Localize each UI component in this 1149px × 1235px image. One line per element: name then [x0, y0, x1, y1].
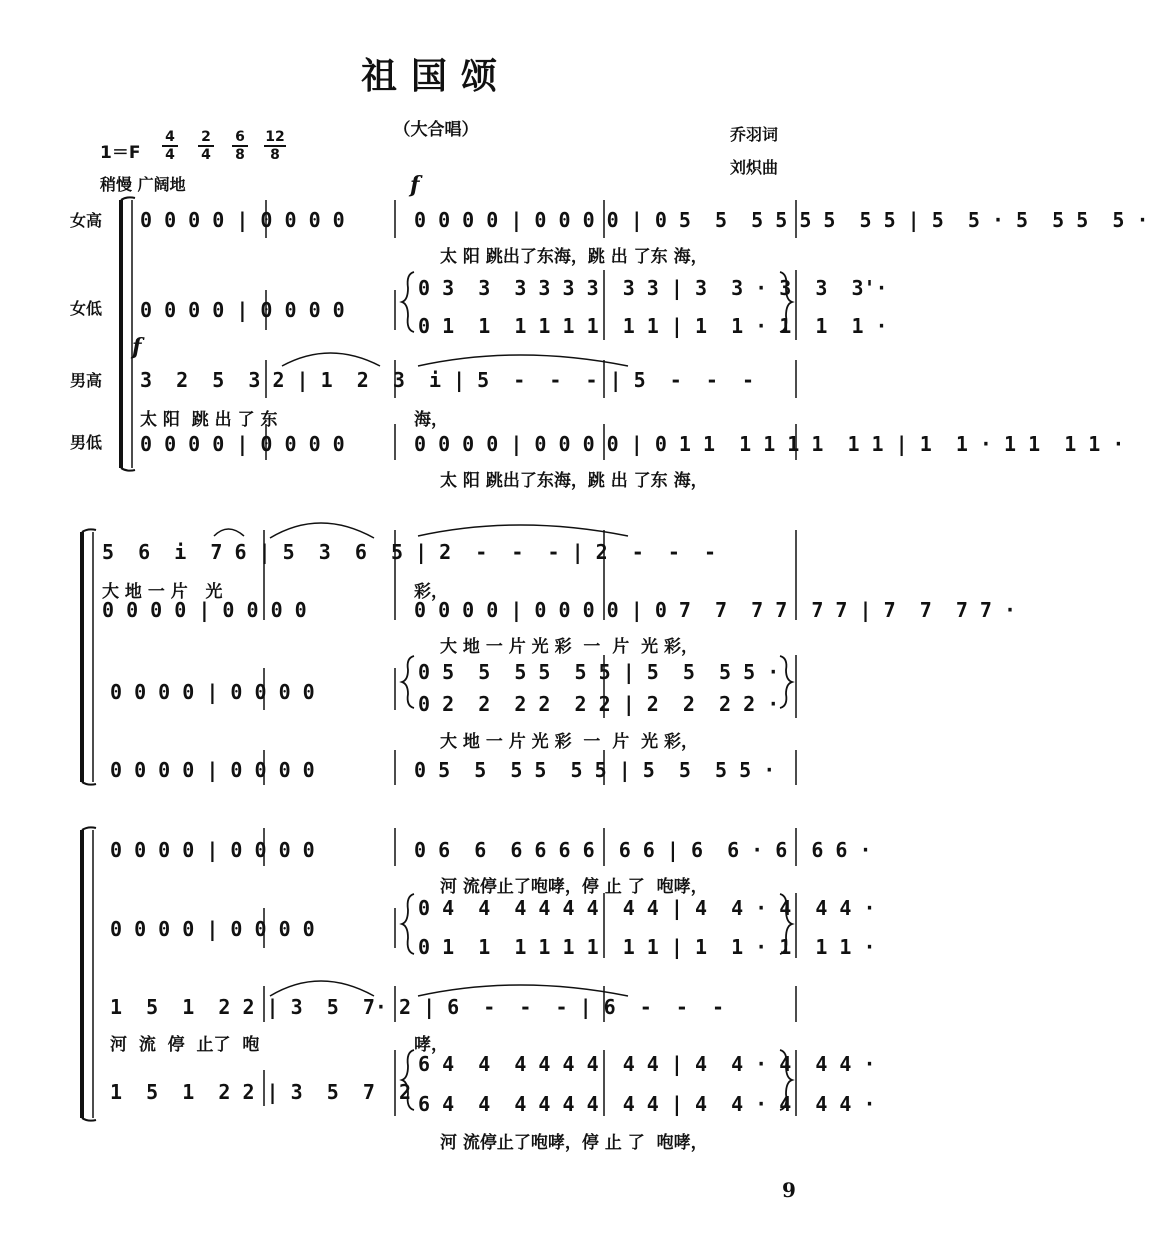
alto-rest-row: 0 0 0 0 | 0 0 0 0 [102, 598, 307, 622]
time-signature: 12 8 [265, 129, 285, 163]
bass-lyric: 河 流停止了咆哮，停 止 了 咆哮， [440, 1133, 708, 1153]
soprano-notes: 0 0 0 0 | 0 0 0 0 | 0 5 5 5 5 5 5 5 5 | 5 5 · 5 5 5 5 · [414, 208, 1149, 232]
time-signature: 6 8 [230, 130, 250, 162]
soprano-rest-row: 0 0 0 0 | 0 0 0 0 [140, 208, 345, 232]
bass-rest-row: 0 0 0 0 | 0 0 0 0 [140, 432, 345, 456]
alto-notes: 0 0 0 0 | 0 0 0 0 | 0 7 7 7 7 7 7 | 7 7 7 7 · [414, 598, 1017, 622]
tenor-notes: 1 5 1 2 2 | 3 5 7· 2 | 6 - - - | 6 - - - [110, 995, 725, 1019]
bass-notes-upper: 6 4 4 4 4 4 4 4 4 | 4 4 · 4 4 4 · [418, 1052, 876, 1076]
alto-notes-upper: 0 4 4 4 4 4 4 4 4 | 4 4 · 4 4 4 · [418, 896, 876, 920]
composer: 刘炽曲 [730, 158, 779, 177]
soprano-rest-row: 0 0 0 0 | 0 0 0 0 [110, 838, 315, 862]
alto-notes-upper: 0 3 3 3 3 3 3 3 3 | 3 3 · 3 3 3'· [418, 276, 888, 300]
bass-lyric: 太 阳 跳出了东海，跳 出 了东 海， [440, 471, 708, 491]
tenor-lyric: 太 阳 跳 出 了 东 [140, 410, 278, 430]
soprano-notes: 5 6 i 7 6 | 5 3 6 5 | 2 - - - | 2 - - - [102, 540, 717, 564]
alto-notes-lower: 0 1 1 1 1 1 1 1 1 | 1 1 · 1 1 1 · [418, 314, 888, 338]
tenor-lyric: 海， [414, 410, 448, 430]
tempo-marking: 稍慢 广阔地 [100, 175, 186, 194]
tenor-notes-lower: 0 2 2 2 2 2 2 | 2 2 2 2 · [418, 692, 780, 716]
soprano-lyric: 大 地 一 片 光 [102, 582, 223, 602]
soprano-lyric: 太 阳 跳出了东海，跳 出 了东 海， [440, 247, 708, 267]
part-label-bass: 男低 [70, 433, 103, 452]
part-label-tenor: 男高 [70, 371, 103, 390]
soprano-lyric: 彩， [414, 582, 448, 602]
tenor-lyric: 河 流 停 止了 咆 [110, 1035, 260, 1055]
dynamic-marking: f [410, 172, 420, 198]
soprano-lyric: 河 流停止了咆哮，停 止 了 咆哮， [440, 877, 708, 897]
part-label-alto: 女低 [70, 299, 103, 318]
page-title: 祖国颂 [360, 55, 511, 97]
tenor-lyric: 哮， [414, 1035, 448, 1055]
time-signature: 4 4 [160, 130, 180, 162]
subtitle: （大合唱） [393, 120, 479, 140]
soprano-notes: 0 6 6 6 6 6 6 6 6 | 6 6 · 6 6 6 · [414, 838, 872, 862]
tenor-lyric: 大 地 一 片 光 彩 一 片 光 彩， [440, 732, 699, 752]
alto-rest-row: 0 0 0 0 | 0 0 0 0 [110, 917, 315, 941]
bass-notes: 0 5 5 5 5 5 5 | 5 5 5 5 · [414, 758, 776, 782]
time-signature: 2 4 [196, 130, 216, 162]
alto-notes-lower: 0 1 1 1 1 1 1 1 1 | 1 1 · 1 1 1 · [418, 935, 876, 959]
bass-notes-lower: 6 4 4 4 4 4 4 4 4 | 4 4 · 4 4 4 · [418, 1092, 876, 1116]
dynamic-marking: f [132, 334, 142, 360]
bass-rest-row: 0 0 0 0 | 0 0 0 0 [110, 758, 315, 782]
page-number: 9 [782, 1178, 796, 1202]
part-label-soprano: 女高 [70, 211, 103, 230]
key-signature: 1＝F [100, 143, 141, 163]
alto-rest-row: 0 0 0 0 | 0 0 0 0 [140, 298, 345, 322]
bass-notes: 0 0 0 0 | 0 0 0 0 | 0 1 1 1 1 1 1 1 1 | 1 1 · 1 1 1 1 · [414, 432, 1125, 456]
alto-lyric: 大 地 一 片 光 彩 一 片 光 彩， [440, 637, 699, 657]
lyricist: 乔羽词 [730, 125, 779, 144]
tenor-rest-row: 0 0 0 0 | 0 0 0 0 [110, 680, 315, 704]
tenor-notes: 3 2 5 3 2 | 1 2 3 i | 5 - - - | 5 - - - [140, 368, 755, 392]
bass-notes-prefix: 1 5 1 2 2 | 3 5 7 2 [110, 1080, 412, 1104]
tenor-notes-upper: 0 5 5 5 5 5 5 | 5 5 5 5 · [418, 660, 780, 684]
